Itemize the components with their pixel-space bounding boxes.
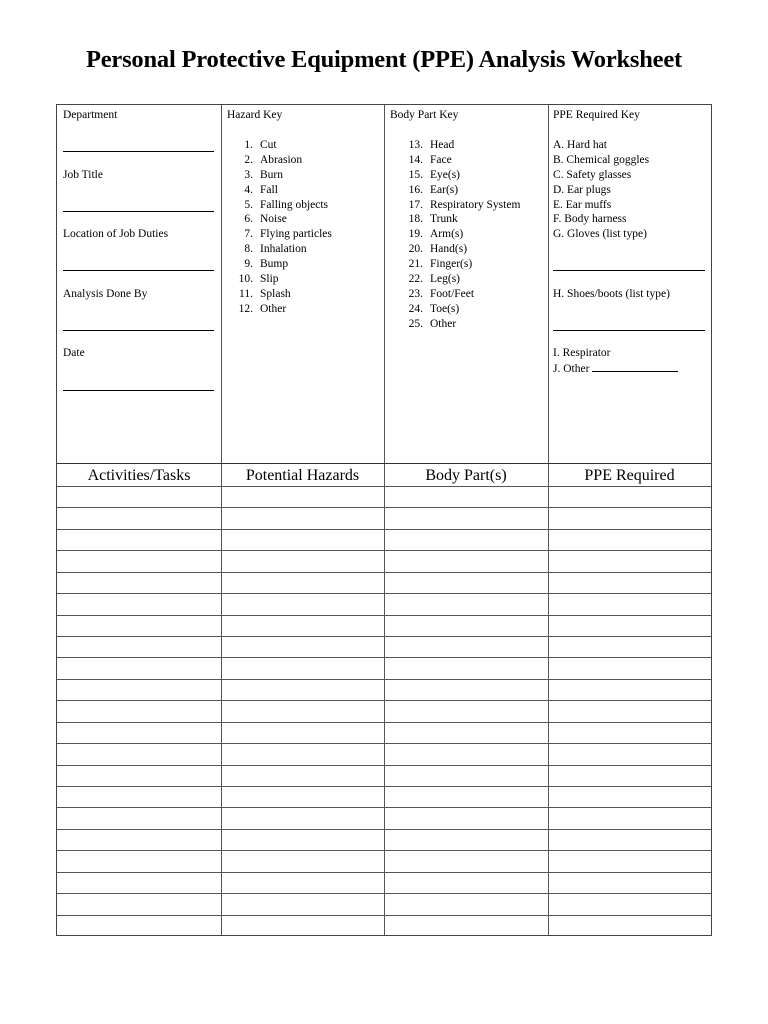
body-part-key-item-text: Foot/Feet bbox=[430, 287, 475, 300]
body-part-key-item-text: Head bbox=[430, 139, 455, 151]
hazard-cell[interactable] bbox=[221, 573, 384, 594]
ppe-key-item: F. Body harness bbox=[553, 213, 627, 226]
ppe-cell[interactable] bbox=[548, 894, 711, 915]
table-row bbox=[57, 850, 711, 872]
body-part-cell[interactable] bbox=[384, 573, 548, 594]
body-part-cell[interactable] bbox=[384, 916, 548, 937]
ppe-cell[interactable] bbox=[548, 594, 711, 615]
hazard-key-item bbox=[237, 183, 332, 198]
header-body-parts: Body Part(s) bbox=[425, 467, 507, 484]
body-part-cell[interactable] bbox=[384, 851, 548, 872]
ppe-key-item: A. Hard hat bbox=[553, 139, 607, 151]
table-row bbox=[57, 507, 711, 529]
body-part-cell[interactable] bbox=[384, 594, 548, 615]
ppe-cell[interactable] bbox=[548, 766, 711, 787]
hazard-key-title: Hazard Key bbox=[227, 109, 283, 121]
body-part-key-item bbox=[406, 153, 520, 168]
activity-cell[interactable] bbox=[57, 744, 221, 765]
ppe-item-j-label: J. Other bbox=[553, 363, 590, 375]
hazard-key-item-text: Other bbox=[260, 302, 287, 315]
table-row bbox=[57, 765, 711, 787]
department-label: Department bbox=[63, 109, 118, 121]
ppe-cell[interactable] bbox=[548, 701, 711, 722]
ppe-cell[interactable] bbox=[548, 530, 711, 551]
hazard-cell[interactable] bbox=[221, 680, 384, 701]
ppe-cell[interactable] bbox=[548, 658, 711, 679]
activity-cell[interactable] bbox=[57, 573, 221, 594]
ppe-key-section bbox=[553, 108, 711, 458]
department-field[interactable] bbox=[63, 151, 214, 152]
table-row bbox=[57, 807, 711, 829]
other-ppe-field[interactable] bbox=[592, 361, 678, 372]
body-part-key-title: Body Part Key bbox=[390, 109, 459, 121]
hazard-key-item-number: 3. bbox=[244, 168, 253, 181]
hazard-key-item-number: 11. bbox=[239, 287, 253, 300]
hazard-key-item-number: 10. bbox=[238, 273, 253, 286]
activity-cell[interactable] bbox=[57, 701, 221, 722]
hazard-key-item-number: 7. bbox=[244, 228, 253, 241]
table-row bbox=[57, 529, 711, 551]
body-part-cell[interactable] bbox=[384, 616, 548, 637]
ppe-cell[interactable] bbox=[548, 573, 711, 594]
ppe-cell[interactable] bbox=[548, 873, 711, 894]
body-part-cell[interactable] bbox=[384, 658, 548, 679]
hazard-cell[interactable] bbox=[221, 551, 384, 572]
body-part-key-item bbox=[406, 168, 520, 183]
ppe-cell[interactable] bbox=[548, 851, 711, 872]
body-part-cell[interactable] bbox=[384, 637, 548, 658]
body-part-cell[interactable] bbox=[384, 873, 548, 894]
body-part-key-item-number: 25. bbox=[408, 317, 423, 330]
body-part-cell[interactable] bbox=[384, 701, 548, 722]
hazard-key-item-text: Abrasion bbox=[260, 153, 303, 166]
hazard-key-item bbox=[237, 168, 332, 183]
table-row bbox=[57, 893, 711, 915]
body-part-key-item-text: Hand(s) bbox=[430, 243, 468, 256]
body-part-key-item-number: 20. bbox=[408, 243, 423, 256]
body-part-key-item-number: 13. bbox=[408, 139, 423, 151]
location-field[interactable] bbox=[63, 270, 214, 271]
hazard-key-item-number: 5. bbox=[244, 198, 253, 211]
activity-cell[interactable] bbox=[57, 508, 221, 529]
header-hazards: Potential Hazards bbox=[245, 467, 360, 484]
body-part-key-item-number: 21. bbox=[408, 258, 423, 271]
hazard-key-item-text: Noise bbox=[260, 213, 287, 226]
ppe-cell[interactable] bbox=[548, 508, 711, 529]
body-part-cell[interactable] bbox=[384, 530, 548, 551]
ppe-cell[interactable] bbox=[548, 723, 711, 744]
activity-cell[interactable] bbox=[57, 894, 221, 915]
hazard-key-item-text: Burn bbox=[260, 168, 283, 181]
body-part-cell[interactable] bbox=[384, 508, 548, 529]
ppe-cell[interactable] bbox=[548, 830, 711, 851]
table-row bbox=[57, 550, 711, 572]
hazard-key-item-text: Slip bbox=[260, 273, 279, 286]
ppe-cell[interactable] bbox=[548, 916, 711, 937]
hazard-key-item bbox=[237, 287, 332, 302]
hazard-key-item-text: Cut bbox=[260, 139, 277, 151]
hazard-cell[interactable] bbox=[221, 766, 384, 787]
shoes-type-field[interactable] bbox=[553, 330, 705, 331]
activity-cell[interactable] bbox=[57, 551, 221, 572]
hazard-cell[interactable] bbox=[221, 916, 384, 937]
hazard-cell[interactable] bbox=[221, 851, 384, 872]
date-label: Date bbox=[63, 347, 85, 359]
hazard-key-item bbox=[237, 227, 332, 242]
body-part-cell[interactable] bbox=[384, 744, 548, 765]
hazard-key-item-number: 12. bbox=[238, 302, 253, 315]
activity-cell[interactable] bbox=[57, 830, 221, 851]
activity-cell[interactable] bbox=[57, 916, 221, 937]
body-part-cell[interactable] bbox=[384, 680, 548, 701]
location-label: Location of Job Duties bbox=[63, 228, 169, 240]
hazard-cell[interactable] bbox=[221, 873, 384, 894]
activity-cell[interactable] bbox=[57, 680, 221, 701]
hazard-key-section bbox=[227, 108, 382, 458]
ppe-cell[interactable] bbox=[548, 808, 711, 829]
hazard-key-item-text: Falling objects bbox=[260, 198, 329, 211]
analysis-by-field[interactable] bbox=[63, 330, 214, 331]
hazard-key-item bbox=[237, 198, 332, 213]
body-part-key-item bbox=[406, 317, 520, 332]
ppe-item-h: H. Shoes/boots (list type) bbox=[553, 288, 670, 300]
ppe-cell[interactable] bbox=[548, 551, 711, 572]
hazard-key-item bbox=[237, 272, 332, 287]
hazard-cell[interactable] bbox=[221, 787, 384, 808]
hazard-key-item-number: 8. bbox=[244, 243, 253, 256]
hazard-key-item-number: 6. bbox=[244, 213, 253, 226]
worksheet-title: Personal Protective Equipment (PPE) Analysis Worksheet bbox=[85, 46, 682, 73]
hazard-key-item-number: 9. bbox=[244, 258, 253, 271]
body-part-key-item bbox=[406, 138, 520, 153]
body-part-cell[interactable] bbox=[384, 551, 548, 572]
hazard-key-item-text: Fall bbox=[260, 183, 278, 196]
hazard-key-item bbox=[237, 138, 332, 153]
section-divider bbox=[57, 463, 711, 464]
body-part-key-item-text: Finger(s) bbox=[430, 258, 473, 271]
body-part-key-item bbox=[406, 227, 520, 242]
ppe-item-i: I. Respirator bbox=[553, 347, 611, 359]
body-part-key-item-number: 23. bbox=[408, 287, 423, 300]
body-part-key-item bbox=[406, 212, 520, 227]
hazard-cell[interactable] bbox=[221, 594, 384, 615]
body-part-key-item bbox=[406, 242, 520, 257]
ppe-key-item: D. Ear plugs bbox=[553, 183, 611, 196]
body-part-key-section bbox=[390, 108, 545, 458]
activity-cell[interactable] bbox=[57, 486, 221, 507]
ppe-key-item: E. Ear muffs bbox=[553, 198, 612, 211]
hazard-cell[interactable] bbox=[221, 508, 384, 529]
activity-cell[interactable] bbox=[57, 616, 221, 637]
body-part-cell[interactable] bbox=[384, 894, 548, 915]
hazard-key-list bbox=[237, 138, 332, 317]
body-part-cell[interactable] bbox=[384, 486, 548, 507]
job-title-label: Job Title bbox=[63, 169, 103, 181]
body-part-key-item-text: Arm(s) bbox=[430, 228, 464, 241]
table-row bbox=[57, 915, 711, 937]
table-row bbox=[57, 700, 711, 722]
body-part-key-item-text: Respiratory System bbox=[430, 198, 521, 211]
ppe-key-title: PPE Required Key bbox=[553, 109, 640, 121]
ppe-key-list bbox=[553, 138, 649, 242]
body-part-key-item-number: 17. bbox=[408, 198, 423, 211]
body-part-key-item bbox=[406, 257, 520, 272]
hazard-cell[interactable] bbox=[221, 830, 384, 851]
hazard-cell[interactable] bbox=[221, 723, 384, 744]
hazard-key-item-text: Splash bbox=[260, 287, 291, 300]
table-row bbox=[57, 615, 711, 637]
table-row bbox=[57, 743, 711, 765]
hazard-cell[interactable] bbox=[221, 744, 384, 765]
hazard-key-item-text: Flying particles bbox=[260, 228, 332, 241]
hazard-cell[interactable] bbox=[221, 486, 384, 507]
hazard-key-item bbox=[237, 153, 332, 168]
body-part-key-item bbox=[406, 198, 520, 213]
header-ppe: PPE Required bbox=[584, 467, 675, 484]
body-part-cell[interactable] bbox=[384, 787, 548, 808]
table-row bbox=[57, 657, 711, 679]
table-row bbox=[57, 872, 711, 894]
body-part-key-item-text: Eye(s) bbox=[430, 168, 461, 181]
activity-cell[interactable] bbox=[57, 873, 221, 894]
body-part-key-item-text: Toe(s) bbox=[430, 302, 460, 315]
ppe-cell[interactable] bbox=[548, 616, 711, 637]
hazard-cell[interactable] bbox=[221, 894, 384, 915]
table-row bbox=[57, 786, 711, 808]
body-part-key-item bbox=[406, 287, 520, 302]
activity-cell[interactable] bbox=[57, 766, 221, 787]
hazard-cell[interactable] bbox=[221, 530, 384, 551]
info-section bbox=[63, 108, 218, 458]
table-row bbox=[57, 636, 711, 658]
body-part-key-item-number: 14. bbox=[408, 153, 423, 166]
activity-cell[interactable] bbox=[57, 530, 221, 551]
body-part-cell[interactable] bbox=[384, 808, 548, 829]
body-part-key-item-number: 24. bbox=[408, 302, 423, 315]
job-title-field[interactable] bbox=[63, 211, 214, 212]
hazard-key-item-text: Inhalation bbox=[260, 243, 307, 256]
hazard-cell[interactable] bbox=[221, 616, 384, 637]
body-part-key-item-number: 22. bbox=[408, 273, 423, 286]
body-part-key-item-number: 19. bbox=[408, 228, 423, 241]
body-part-cell[interactable] bbox=[384, 830, 548, 851]
analysis-by-label: Analysis Done By bbox=[63, 288, 148, 300]
body-part-key-item bbox=[406, 272, 520, 287]
activity-cell[interactable] bbox=[57, 594, 221, 615]
hazard-cell[interactable] bbox=[221, 658, 384, 679]
body-part-cell[interactable] bbox=[384, 766, 548, 787]
activity-cell[interactable] bbox=[57, 658, 221, 679]
body-part-cell[interactable] bbox=[384, 723, 548, 744]
hazard-key-item bbox=[237, 302, 332, 317]
hazard-cell[interactable] bbox=[221, 701, 384, 722]
ppe-item-j bbox=[553, 361, 678, 377]
body-part-key-item bbox=[406, 302, 520, 317]
ppe-cell[interactable] bbox=[548, 486, 711, 507]
body-part-key-item-text: Trunk bbox=[430, 213, 458, 226]
hazard-key-item-text: Bump bbox=[260, 258, 289, 271]
body-part-key-item-text: Leg(s) bbox=[430, 273, 461, 286]
header-activities: Activities/Tasks bbox=[87, 467, 191, 484]
hazard-cell[interactable] bbox=[221, 808, 384, 829]
hazard-key-item-number: 2. bbox=[244, 153, 253, 166]
ppe-key-item: G. Gloves (list type) bbox=[553, 228, 647, 241]
activity-cell[interactable] bbox=[57, 808, 221, 829]
ppe-cell[interactable] bbox=[548, 637, 711, 658]
body-part-key-item-number: 16. bbox=[408, 183, 423, 196]
activity-cell[interactable] bbox=[57, 637, 221, 658]
body-part-key-item-text: Other bbox=[430, 317, 457, 330]
body-part-key-item-number: 15. bbox=[408, 168, 423, 181]
table-row bbox=[57, 486, 711, 507]
ppe-cell[interactable] bbox=[548, 680, 711, 701]
table-row bbox=[57, 572, 711, 594]
hazard-key-item-number: 4. bbox=[244, 183, 253, 196]
hazard-key-item bbox=[237, 212, 332, 227]
body-part-key-item bbox=[406, 183, 520, 198]
body-part-key-list bbox=[406, 138, 520, 332]
hazard-key-item-number: 1. bbox=[244, 139, 253, 151]
ppe-cell[interactable] bbox=[548, 787, 711, 808]
ppe-cell[interactable] bbox=[548, 744, 711, 765]
hazard-cell[interactable] bbox=[221, 637, 384, 658]
table-row bbox=[57, 829, 711, 851]
table-row bbox=[57, 593, 711, 615]
hazard-key-item bbox=[237, 257, 332, 272]
ppe-key-item: B. Chemical goggles bbox=[553, 153, 650, 166]
ppe-key-item: C. Safety glasses bbox=[553, 168, 632, 181]
date-field[interactable] bbox=[63, 390, 214, 391]
activity-cell[interactable] bbox=[57, 787, 221, 808]
table-row bbox=[57, 679, 711, 701]
worksheet-table bbox=[56, 104, 712, 936]
hazard-key-item bbox=[237, 242, 332, 257]
gloves-type-field[interactable] bbox=[553, 270, 705, 271]
table-row bbox=[57, 722, 711, 744]
body-part-key-item-number: 18. bbox=[408, 213, 423, 226]
activity-cell[interactable] bbox=[57, 851, 221, 872]
body-part-key-item-text: Ear(s) bbox=[430, 183, 459, 196]
activity-cell[interactable] bbox=[57, 723, 221, 744]
body-part-key-item-text: Face bbox=[430, 153, 452, 166]
